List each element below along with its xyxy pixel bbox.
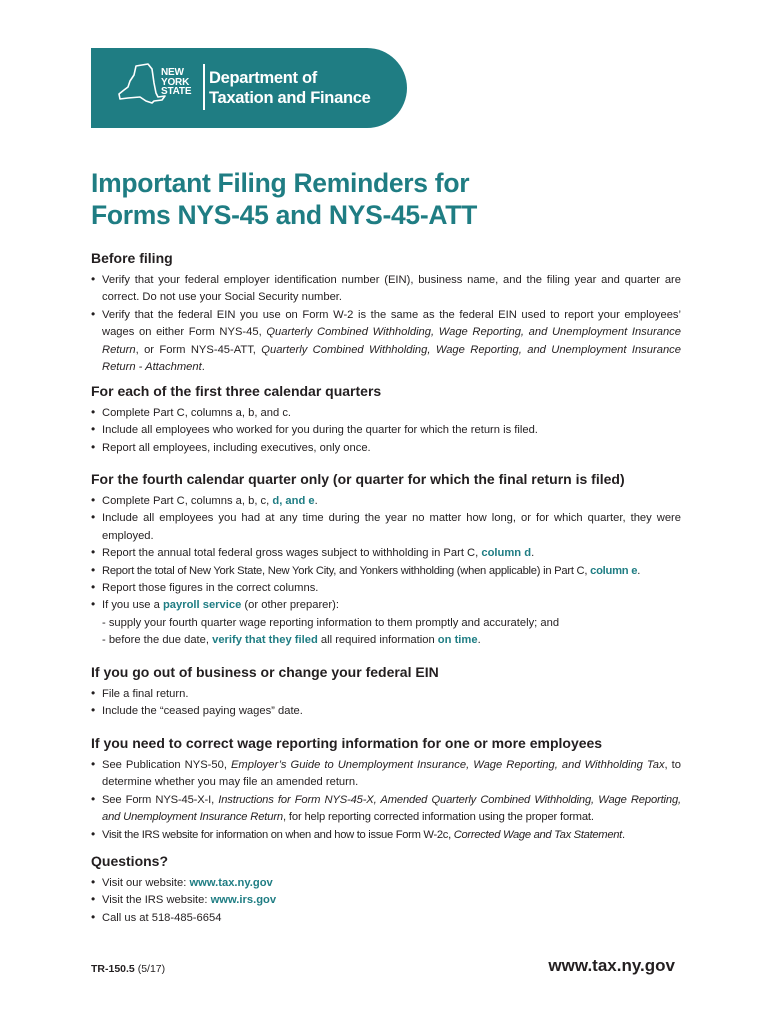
list-item: • Visit our website: www.tax.ny.gov [91, 875, 273, 889]
section-before-filing [91, 250, 681, 376]
irs-website-link[interactable]: www.irs.gov [210, 894, 277, 907]
tax-website-link[interactable]: www.tax.ny.gov [189, 877, 273, 889]
list-item: • Verify that your federal employer identification number (EIN), business name, and the filing year and quarter are correct. Do not use your Social Security number. [91, 272, 681, 304]
list-item: • See Form NYS-45-X-I, Instructions for Form NYS-45-X, Amended Quarterly Combined Withholding, Wage Reporting, and Unemployment Insurance Return, for help reporting corrected information using the proper format. [91, 791, 681, 824]
page-title: Important Filing Reminders for Forms NYS-45 and NYS-45-ATT [91, 168, 478, 230]
footer-website: www.tax.ny.gov [548, 956, 675, 975]
sub-item: - supply your fourth quarter wage reporting information to them promptly and accurately; and [102, 616, 560, 629]
section-heading: For the fourth calendar quarter only (or quarter for which the final return is filed) [91, 471, 625, 487]
header-banner [91, 48, 407, 128]
section-first-three-quarters [91, 383, 681, 457]
form-id: TR-150.5 (5/17) [91, 963, 166, 975]
section-heading: Questions? [91, 853, 169, 869]
list-item: • Report all employees, including executives, only once. [91, 439, 371, 454]
list-item: • Include all employees who worked for you during the quarter for which the return is filed. [91, 422, 538, 437]
list-item: • See Publication NYS-50, Employer’s Guide to Unemployment Insurance, Wage Reporting, and Withholding Tax, to determine whether you may file an amended return. [91, 757, 681, 789]
department-name: Department of Taxation and Finance [209, 69, 371, 107]
state-wordmark: NEW YORK STATE [161, 67, 192, 97]
list-item: • Include all employees you had at any time during the year no matter how long, or for which quarter, they were employed. [91, 510, 681, 542]
list-item: • Call us at 518-485-6654 [91, 909, 222, 924]
section-heading: For each of the first three calendar quarters [91, 383, 382, 399]
list-item: • Visit the IRS website for information on when and how to issue Form W-2c, Corrected Wage and Tax Statement. [91, 826, 625, 841]
section-heading: If you go out of business or change your federal EIN [91, 664, 439, 680]
list-item: • If you use a payroll service (or other preparer): [91, 597, 339, 612]
new-york-map-icon [118, 63, 166, 107]
list-item: • Include the “ceased paying wages” date. [91, 703, 303, 718]
list-item: • Complete Part C, columns a, b, and c. [91, 405, 292, 419]
list-item: • Report the total of New York State, New York City, and Yonkers withholding (when applicable) in Part C, column e. [91, 562, 641, 577]
sub-item: - before the due date, verify that they filed all required information on time. [102, 634, 481, 647]
section-fourth-quarter [91, 471, 681, 650]
list-item: • Complete Part C, columns a, b, c, d, and e. [91, 493, 318, 507]
section-questions [91, 853, 681, 927]
section-heading: If you need to correct wage reporting information for one or more employees [91, 735, 603, 751]
section-out-of-business [91, 664, 681, 721]
section-correct-wage-info [91, 735, 681, 844]
list-item: • Report the annual total federal gross wages subject to withholding in Part C, column d. [91, 545, 535, 560]
list-item: • Visit the IRS website: www.irs.gov [91, 892, 277, 907]
list-item: • File a final return. [91, 686, 189, 700]
list-item: • Verify that the federal EIN you use on Form W-2 is the same as the federal EIN used to report your employees’ wages on either Form NYS-45, Quarterly Combined Withholding, Wage Reporting, and Unemployment Insurance Return, or Form NYS-45-ATT, Quarterly Combined Withholding, Wage Reporting, and Unemployment Insurance Return - Attachment. [91, 306, 681, 374]
list-item: • Report those figures in the correct columns. [91, 580, 319, 595]
section-heading: Before filing [91, 250, 173, 266]
banner-divider [203, 64, 205, 110]
